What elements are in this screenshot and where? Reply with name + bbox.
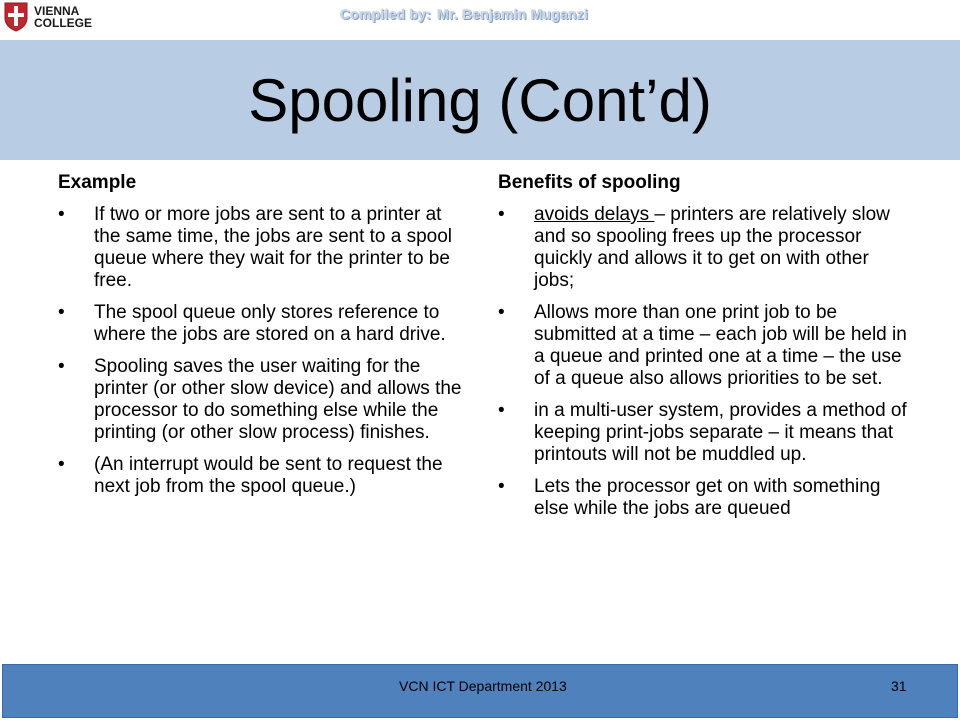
right-bullet-list [498, 204, 908, 520]
bullet-text: (An interrupt would be sent to request the next job from the spool queue.) [94, 454, 443, 497]
list-item [58, 204, 468, 292]
bullet-icon: • [58, 302, 65, 323]
logo-line-2: COLLEGE [34, 16, 93, 30]
page-number: 31 [891, 678, 907, 694]
bullet-icon: • [498, 476, 505, 497]
bullet-text: in a multi-user system, provides a method of keeping print-jobs separate – it means that printouts will not be muddled up. [534, 400, 907, 465]
list-item [58, 302, 468, 346]
right-column-heading: Benefits of spooling [498, 172, 681, 193]
logo-text [34, 5, 92, 29]
slide-title: Spooling (Cont’d) [248, 66, 712, 134]
list-item [58, 454, 468, 498]
title-band [0, 40, 960, 160]
left-column [58, 172, 468, 508]
bullet-icon: • [498, 400, 505, 421]
compiled-name: Mr. Benjamin Muganzi [437, 6, 589, 22]
logo-line-1: VIENNA [34, 4, 80, 18]
list-item [58, 356, 468, 444]
bullet-icon: • [498, 204, 505, 225]
bullet-text: Lets the processor get on with something else while the jobs are queued [534, 476, 881, 519]
bullet-text: – printers are relatively slow and so spooling frees up the processor quickly and allows it to get on with other jobs; [534, 204, 890, 291]
shield-icon [4, 2, 28, 32]
compiled-by-banner [340, 6, 588, 22]
right-column [498, 172, 908, 530]
bullet-icon: • [58, 454, 65, 475]
bullet-icon: • [58, 204, 65, 225]
left-column-heading: Example [58, 172, 137, 193]
list-item [498, 400, 908, 466]
list-item [498, 204, 908, 292]
bullet-text: The spool queue only stores reference to where the jobs are stored on a hard drive. [94, 302, 446, 345]
bullet-icon: • [498, 302, 505, 323]
footer-bar [2, 664, 958, 718]
list-item [498, 476, 908, 520]
footer-text: VCN ICT Department 2013 [399, 678, 567, 694]
college-logo [4, 2, 92, 32]
bullet-icon: • [58, 356, 65, 377]
underlined-phrase: avoids delays [534, 204, 655, 225]
bullet-text: Spooling saves the user waiting for the printer (or other slow device) and allows the processor to do something else while the printing (or other slow process) finishes. [94, 356, 462, 443]
bullet-text: If two or more jobs are sent to a printer at the same time, the jobs are sent to a spool queue where they wait for the printer to be free. [94, 204, 453, 291]
list-item [498, 302, 908, 390]
bullet-text: Allows more than one print job to be submitted at a time – each job will be held in a queue and printed one at a time – the use of a queue also allows priorities to be set. [534, 302, 907, 389]
left-bullet-list [58, 204, 468, 498]
compiled-label: Compiled by: [340, 6, 432, 22]
